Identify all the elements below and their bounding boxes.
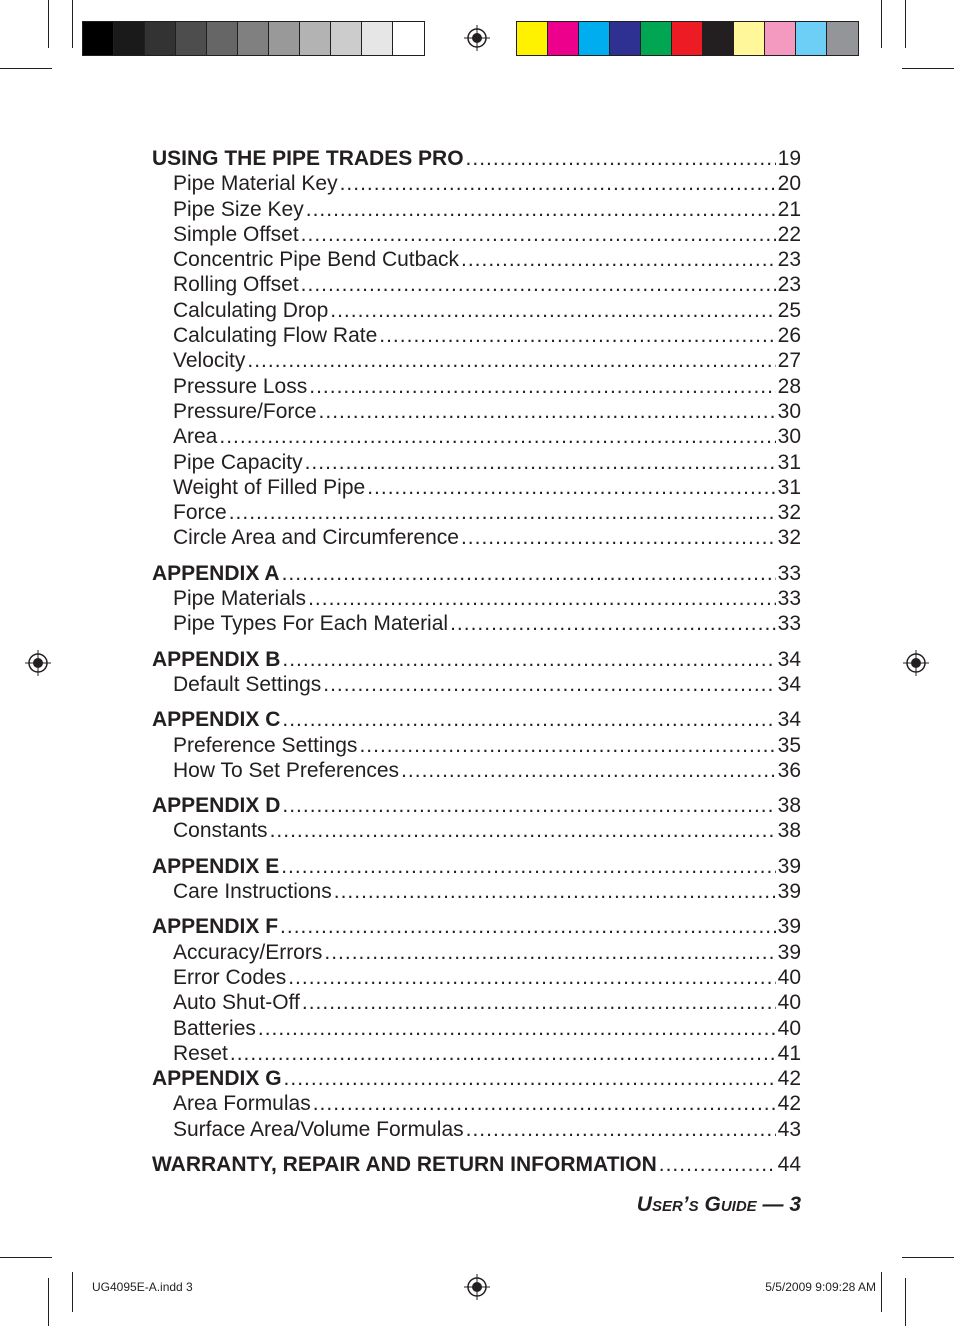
- registration-mark-icon: [464, 1274, 490, 1300]
- dot-leader: [258, 1016, 776, 1041]
- toc-page-number: 20: [777, 172, 801, 196]
- dot-leader: [324, 940, 775, 965]
- table-of-contents: [152, 146, 801, 1177]
- crop-mark: [48, 0, 49, 48]
- toc-page-number: 39: [777, 940, 801, 964]
- toc-page-number: 39: [777, 880, 801, 904]
- toc-entry-label: Reset: [173, 1041, 228, 1065]
- color-swatch: [548, 22, 579, 55]
- toc-entry-label: Weight of Filled Pipe: [173, 475, 366, 499]
- toc-section-entry: [152, 647, 801, 672]
- toc-entry: [152, 298, 801, 323]
- toc-entry: [152, 222, 801, 247]
- toc-entry-label: Concentric Pipe Bend Cutback: [173, 248, 459, 272]
- color-swatch: [703, 22, 734, 55]
- toc-entry-label: Error Codes: [173, 965, 287, 989]
- toc-entry: [152, 1041, 801, 1066]
- color-swatch: [362, 22, 393, 55]
- color-swatch: [517, 22, 548, 55]
- dot-leader: [308, 586, 776, 611]
- toc-page-number: 34: [777, 647, 801, 671]
- dot-leader: [450, 611, 776, 636]
- crop-mark: [48, 1278, 49, 1326]
- toc-page-number: 32: [777, 526, 801, 550]
- toc-entry-label: Area Formulas: [173, 1092, 311, 1116]
- crop-mark: [881, 1272, 882, 1312]
- dot-leader: [659, 1152, 776, 1177]
- toc-entry-label: APPENDIX G: [152, 1067, 282, 1091]
- color-swatch: [579, 22, 610, 55]
- toc-page-number: 40: [777, 965, 801, 989]
- toc-page-number: 19: [777, 147, 801, 170]
- color-swatch: [238, 22, 269, 55]
- toc-entry: [152, 197, 801, 222]
- toc-page-number: 38: [777, 794, 801, 818]
- toc-entry: [152, 450, 801, 475]
- dot-leader: [247, 348, 775, 373]
- toc-entry-label: APPENDIX B: [152, 647, 281, 671]
- dot-leader: [284, 1066, 776, 1091]
- color-swatch: [796, 22, 827, 55]
- toc-page-number: 25: [777, 298, 801, 322]
- dot-leader: [301, 272, 776, 297]
- crop-mark: [902, 68, 954, 69]
- dot-leader: [367, 475, 775, 500]
- toc-entry-label: Pipe Materials: [173, 587, 307, 611]
- toc-entry: [152, 1117, 801, 1142]
- toc-page-number: 22: [777, 222, 801, 246]
- toc-entry-label: Preference Settings: [173, 733, 358, 757]
- dot-leader: [281, 854, 775, 879]
- toc-page-number: 27: [777, 349, 801, 373]
- color-swatch: [765, 22, 796, 55]
- toc-entry-label: Force: [173, 501, 227, 525]
- dot-leader: [282, 707, 775, 732]
- toc-entry-label: Pipe Capacity: [173, 450, 303, 474]
- toc-entry: [152, 500, 801, 525]
- toc-page-number: 35: [777, 733, 801, 757]
- dot-leader: [309, 374, 775, 399]
- toc-page-number: 39: [777, 854, 801, 878]
- toc-entry: [152, 374, 801, 399]
- crop-mark: [0, 1257, 52, 1258]
- toc-entry-label: Accuracy/Errors: [173, 940, 323, 964]
- toc-page-number: 30: [777, 399, 801, 423]
- dot-leader: [340, 171, 776, 196]
- dot-leader: [379, 323, 775, 348]
- dot-leader: [466, 1117, 776, 1142]
- toc-page-number: 33: [777, 561, 801, 585]
- dot-leader: [270, 818, 776, 843]
- color-swatch: [331, 22, 362, 55]
- dot-leader: [301, 222, 776, 247]
- registration-mark-icon: [464, 25, 490, 51]
- toc-section-entry: [152, 793, 801, 818]
- color-swatch: [114, 22, 145, 55]
- color-swatch: [610, 22, 641, 55]
- toc-entry-label: APPENDIX C: [152, 708, 281, 732]
- toc-entry: [152, 247, 801, 272]
- toc-entry: [152, 672, 801, 697]
- dot-leader: [282, 561, 776, 586]
- toc-entry: [152, 733, 801, 758]
- toc-page-number: 33: [777, 587, 801, 611]
- dot-leader: [330, 298, 775, 323]
- toc-entry-label: Pipe Material Key: [173, 172, 338, 196]
- toc-entry-label: Rolling Offset: [173, 273, 299, 297]
- toc-page-number: 41: [777, 1041, 801, 1065]
- dot-leader: [302, 990, 776, 1015]
- crop-mark: [902, 1257, 954, 1258]
- toc-entry-label: Velocity: [173, 349, 246, 373]
- toc-entry: [152, 475, 801, 500]
- color-swatch: [827, 22, 858, 55]
- toc-page-number: 32: [777, 501, 801, 525]
- toc-section-entry: [152, 707, 801, 732]
- toc-page-number: 21: [777, 197, 801, 221]
- grayscale-color-bar: [82, 21, 425, 56]
- toc-entry: [152, 758, 801, 783]
- color-swatch: [269, 22, 300, 55]
- toc-entry-label: Care Instructions: [173, 880, 332, 904]
- toc-page-number: 38: [777, 819, 801, 843]
- dot-leader: [313, 1091, 776, 1116]
- toc-entry-label: Area: [173, 425, 218, 449]
- toc-page-number: 31: [777, 475, 801, 499]
- toc-entry: [152, 818, 801, 843]
- toc-entry-label: Circle Area and Circumference: [173, 526, 459, 550]
- toc-entry: [152, 879, 801, 904]
- toc-entry: [152, 965, 801, 990]
- toc-entry-label: APPENDIX F: [152, 915, 279, 939]
- toc-entry-label: Simple Offset: [173, 222, 299, 246]
- toc-entry-label: USING THE PIPE TRADES PRO: [152, 147, 464, 170]
- toc-entry: [152, 1016, 801, 1041]
- toc-section-entry: [152, 1152, 801, 1177]
- toc-entry: [152, 1091, 801, 1116]
- toc-section-entry: [152, 914, 801, 939]
- dot-leader: [288, 965, 775, 990]
- color-swatch: [207, 22, 238, 55]
- dot-leader: [466, 146, 776, 171]
- toc-entry-label: Pipe Types For Each Material: [173, 612, 449, 636]
- crop-mark: [905, 1278, 906, 1326]
- toc-section-entry: [152, 146, 801, 171]
- toc-entry: [152, 940, 801, 965]
- crop-mark: [72, 0, 73, 48]
- dot-leader: [461, 525, 776, 550]
- file-slug: UG4095E-A.indd 3: [92, 1280, 193, 1294]
- running-footer: User’s Guide — 3: [636, 1193, 801, 1216]
- dot-leader: [229, 500, 776, 525]
- color-swatch: [393, 22, 424, 55]
- dot-leader: [280, 914, 776, 939]
- toc-entry: [152, 171, 801, 196]
- print-datetime: 5/5/2009 9:09:28 AM: [765, 1280, 876, 1294]
- toc-page-number: 42: [777, 1092, 801, 1116]
- toc-section-entry: [152, 1066, 801, 1091]
- toc-page-number: 33: [777, 612, 801, 636]
- toc-entry: [152, 525, 801, 550]
- toc-entry: [152, 272, 801, 297]
- process-color-bar: [516, 21, 859, 56]
- crop-mark: [881, 0, 882, 48]
- toc-entry-label: Auto Shut-Off: [173, 991, 300, 1015]
- toc-entry-label: APPENDIX E: [152, 854, 280, 878]
- toc-entry-label: Batteries: [173, 1016, 256, 1040]
- toc-entry: [152, 611, 801, 636]
- toc-page-number: 36: [777, 758, 801, 782]
- dot-leader: [282, 793, 775, 818]
- toc-entry: [152, 586, 801, 611]
- toc-entry-label: Pressure/Force: [173, 399, 317, 423]
- toc-page-number: 28: [777, 374, 801, 398]
- crop-mark: [905, 0, 906, 48]
- toc-entry: [152, 990, 801, 1015]
- toc-entry-label: WARRANTY, REPAIR AND RETURN INFORMATION: [152, 1152, 657, 1176]
- toc-section-entry: [152, 561, 801, 586]
- dot-leader: [219, 424, 775, 449]
- toc-page-number: 42: [777, 1067, 801, 1091]
- toc-entry: [152, 424, 801, 449]
- crop-mark: [0, 68, 52, 69]
- dot-leader: [319, 399, 776, 424]
- dot-leader: [323, 672, 775, 697]
- toc-page-number: 40: [777, 1016, 801, 1040]
- toc-entry: [152, 348, 801, 373]
- toc-page-number: 39: [777, 915, 801, 939]
- toc-entry-label: Pressure Loss: [173, 374, 308, 398]
- toc-page-number: 23: [777, 248, 801, 272]
- crop-mark: [72, 1272, 73, 1312]
- toc-entry: [152, 399, 801, 424]
- dot-leader: [461, 247, 776, 272]
- toc-page-number: 40: [777, 991, 801, 1015]
- toc-page-number: 34: [777, 672, 801, 696]
- toc-page-number: 44: [777, 1152, 801, 1176]
- dot-leader: [230, 1041, 776, 1066]
- color-swatch: [300, 22, 331, 55]
- dot-leader: [305, 450, 776, 475]
- toc-entry-label: APPENDIX A: [152, 561, 280, 585]
- toc-entry-label: Constants: [173, 819, 268, 843]
- toc-entry-label: Calculating Drop: [173, 298, 329, 322]
- color-swatch: [145, 22, 176, 55]
- toc-entry-label: Default Settings: [173, 672, 322, 696]
- toc-page-number: 43: [777, 1117, 801, 1141]
- toc-entry: [152, 323, 801, 348]
- toc-entry-label: Calculating Flow Rate: [173, 324, 378, 348]
- toc-page-number: 31: [777, 450, 801, 474]
- toc-entry-label: Pipe Size Key: [173, 197, 304, 221]
- toc-section-entry: [152, 854, 801, 879]
- registration-mark-icon: [903, 650, 929, 676]
- color-swatch: [176, 22, 207, 55]
- dot-leader: [282, 647, 775, 672]
- color-swatch: [672, 22, 703, 55]
- toc-entry-label: How To Set Preferences: [173, 758, 400, 782]
- registration-mark-icon: [25, 650, 51, 676]
- color-swatch: [641, 22, 672, 55]
- toc-entry-label: Surface Area/Volume Formulas: [173, 1117, 464, 1141]
- dot-leader: [359, 733, 775, 758]
- toc-page-number: 23: [777, 273, 801, 297]
- color-swatch: [83, 22, 114, 55]
- toc-page-number: 34: [777, 708, 801, 732]
- dot-leader: [334, 879, 776, 904]
- color-swatch: [734, 22, 765, 55]
- toc-entry-label: APPENDIX D: [152, 794, 281, 818]
- toc-page-number: 30: [777, 425, 801, 449]
- dot-leader: [401, 758, 776, 783]
- dot-leader: [306, 197, 776, 222]
- toc-page-number: 26: [777, 324, 801, 348]
